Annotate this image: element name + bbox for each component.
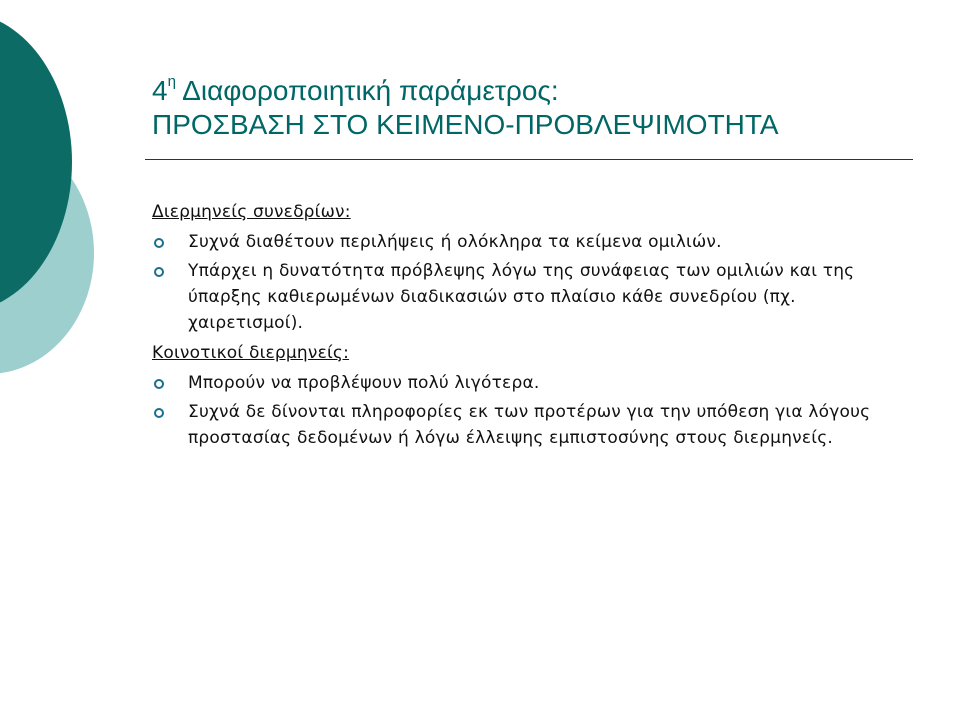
title-superscript: η (167, 72, 176, 90)
title-line-2: ΠΡΟΣΒΑΣΗ ΣΤΟ ΚΕΙΜΕΝΟ-ΠΡΟΒΛΕΨΙΜΟΤΗΤΑ (152, 109, 779, 140)
title-divider (145, 159, 913, 160)
bullet-item (152, 370, 912, 396)
community-bullet-list (152, 370, 912, 451)
section-heading-conference-interpreters: Διερμηνείς συνεδρίων: (152, 202, 351, 222)
hollow-circle-bullet-icon (154, 267, 164, 277)
bullet-text: Συχνά διαθέτουν περιλήψεις ή ολόκληρα τα κείμενα ομιλιών. (188, 232, 722, 252)
slide-body (152, 199, 912, 455)
bullet-item (152, 229, 912, 255)
section-heading-community-interpreters: Κοινοτικοί διερμηνείς: (152, 343, 350, 363)
bullet-text: Συχνά δε δίνονται πληροφορίες εκ των προτέρων για την υπόθεση για λόγους προστασίας δεδομένων ή λόγω έλλειψης εμπιστοσύνης στους διερμηνείς. (188, 402, 871, 448)
slide-title (152, 74, 912, 142)
title-line-1 (152, 74, 912, 108)
bullet-item (152, 258, 912, 336)
hollow-circle-bullet-icon (154, 408, 164, 418)
title-text: Διαφοροποιητική παράμετρος: (175, 75, 559, 106)
hollow-circle-bullet-icon (154, 379, 164, 389)
title-number: 4 (152, 75, 168, 106)
bullet-item (152, 399, 912, 451)
bullet-text: Υπάρχει η δυνατότητα πρόβλεψης λόγω της συνάφειας των ομιλιών και της ύπαρξης καθιερωμένων διαδικασιών στο πλαίσιο κάθε συνεδρίου (πχ. χαιρετισμοί). (188, 261, 855, 333)
bullet-text: Μπορούν να προβλέψουν πολύ λιγότερα. (188, 373, 540, 393)
hollow-circle-bullet-icon (154, 238, 164, 248)
conference-bullet-list (152, 229, 912, 336)
